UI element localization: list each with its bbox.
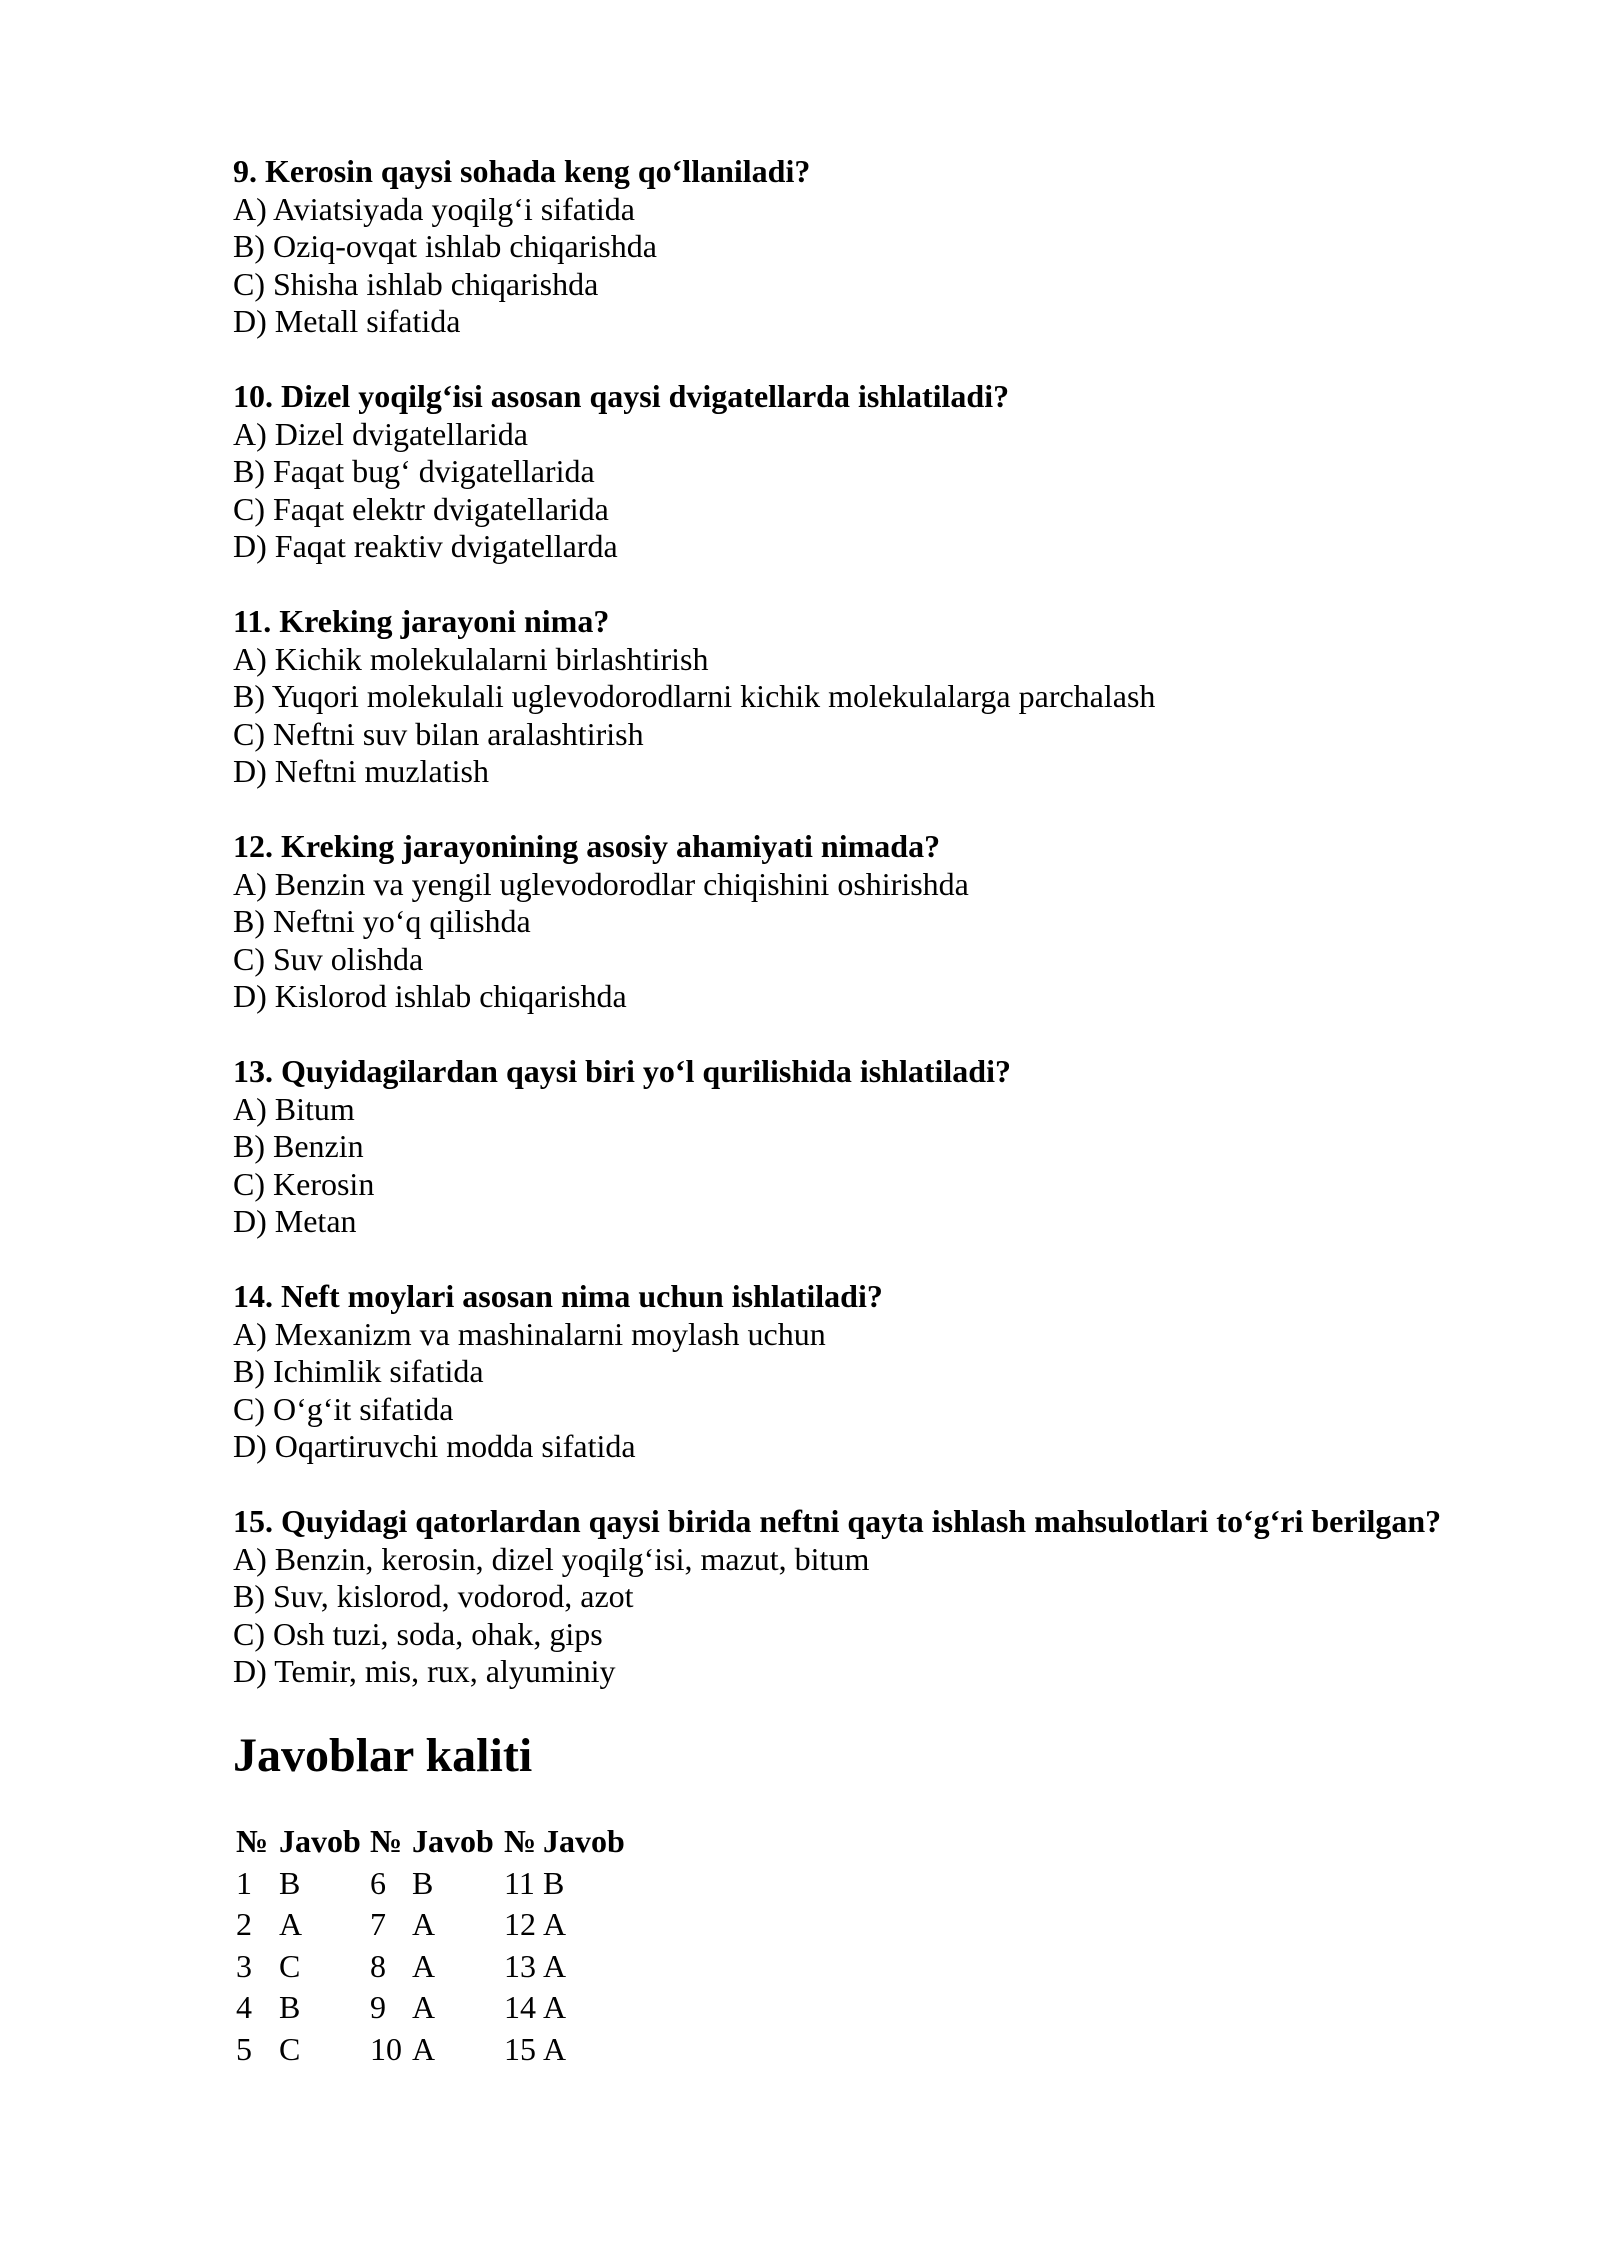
question-block-11 xyxy=(233,603,1600,791)
question-number-cell: 15 xyxy=(504,2030,536,2067)
option-d: D) Temir, mis, rux, alyuminiy xyxy=(233,1653,616,1689)
answer-header: Javob xyxy=(412,1823,494,1859)
option-b: B) Suv, kislorod, vodorod, azot xyxy=(233,1578,634,1614)
option-b: B) Yuqori molekulali uglevodorodlarni kichik molekulalarga parchalash xyxy=(233,678,1156,714)
table-row xyxy=(233,2029,631,2071)
answer-cell: B xyxy=(543,1864,565,1901)
answer-cell: A xyxy=(412,1947,436,1984)
question-number-cell: 5 xyxy=(236,2030,252,2067)
option-b: B) Neftni yo‘q qilishda xyxy=(233,903,531,939)
option-d: D) Faqat reaktiv dvigatellarda xyxy=(233,528,618,564)
option-b: B) Faqat bug‘ dvigatellarida xyxy=(233,453,595,489)
number-header: № xyxy=(370,1823,403,1859)
answer-cell: A xyxy=(543,1989,567,2025)
question-title: 11. Kreking jarayoni nima? xyxy=(233,603,610,639)
question-block-9 xyxy=(233,153,1600,341)
table-row xyxy=(233,1863,631,1905)
number-header: № xyxy=(504,1823,537,1859)
answer-cell: C xyxy=(279,1947,301,1984)
question-title: 12. Kreking jarayonining asosiy ahamiyati nimada? xyxy=(233,828,941,864)
question-block-15 xyxy=(233,1503,1600,1691)
option-b: B) Oziq-ovqat ishlab chiqarishda xyxy=(233,228,657,264)
answer-cell: B xyxy=(279,1989,301,2025)
option-a: A) Kichik molekulalarni birlashtirish xyxy=(233,640,709,677)
question-number-cell: 1 xyxy=(236,1864,252,1901)
answer-header: Javob xyxy=(279,1823,361,1859)
question-title: 15. Quyidagi qatorlardan qaysi birida neftni qayta ishlash mahsulotlari to‘g‘ri berilgan? xyxy=(233,1503,1442,1539)
question-number-cell: 9 xyxy=(370,1989,386,2025)
question-title: 14. Neft moylari asosan nima uchun ishlatiladi? xyxy=(233,1278,883,1314)
question-number-cell: 12 xyxy=(504,1906,536,1942)
question-number-cell: 3 xyxy=(236,1947,252,1984)
table-row xyxy=(233,1946,631,1988)
answer-cell: A xyxy=(412,1906,436,1942)
question-title: 13. Quyidagilardan qaysi biri yo‘l qurilishida ishlatiladi? xyxy=(233,1053,1011,1089)
option-b: B) Ichimlik sifatida xyxy=(233,1353,484,1389)
question-number-cell: 10 xyxy=(370,2030,402,2067)
option-c: C) Shisha ishlab chiqarishda xyxy=(233,265,599,302)
question-number-cell: 2 xyxy=(236,1906,252,1942)
option-c: C) Faqat elektr dvigatellarida xyxy=(233,490,609,527)
question-number-cell: 14 xyxy=(504,1989,536,2025)
question-block-12 xyxy=(233,828,1600,1016)
table-row xyxy=(233,1904,631,1946)
answer-cell: A xyxy=(412,1989,436,2025)
question-title: 10. Dizel yoqilg‘isi asosan qaysi dvigatellarda ishlatiladi? xyxy=(233,378,1010,414)
question-number-cell: 6 xyxy=(370,1864,386,1901)
option-c: C) Suv olishda xyxy=(233,940,424,977)
option-d: D) Oqartiruvchi modda sifatida xyxy=(233,1428,636,1464)
answer-cell: B xyxy=(412,1864,434,1901)
question-title: 9. Kerosin qaysi sohada keng qo‘llaniladi? xyxy=(233,153,811,189)
answer-key-table xyxy=(233,1821,631,2070)
answer-cell: C xyxy=(279,2030,301,2067)
question-number-cell: 4 xyxy=(236,1989,252,2025)
table-row xyxy=(233,1987,631,2029)
option-a: A) Benzin, kerosin, dizel yoqilg‘isi, mazut, bitum xyxy=(233,1540,870,1577)
table-header-row xyxy=(233,1821,631,1863)
option-c: C) Neftni suv bilan aralashtirish xyxy=(233,715,644,752)
answer-cell: A xyxy=(412,2030,436,2067)
option-a: A) Bitum xyxy=(233,1090,355,1127)
answer-cell: A xyxy=(543,1947,567,1984)
answer-cell: A xyxy=(279,1906,303,1942)
question-block-14 xyxy=(233,1278,1600,1466)
option-c: C) Osh tuzi, soda, ohak, gips xyxy=(233,1615,603,1652)
option-a: A) Benzin va yengil uglevodorodlar chiqishini oshirishda xyxy=(233,865,969,902)
option-d: D) Kislorod ishlab chiqarishda xyxy=(233,978,627,1014)
number-header: № xyxy=(236,1823,269,1859)
question-block-13 xyxy=(233,1053,1600,1241)
option-d: D) Neftni muzlatish xyxy=(233,753,489,789)
answer-cell: A xyxy=(543,1906,567,1942)
option-c: C) Kerosin xyxy=(233,1165,375,1202)
option-d: D) Metan xyxy=(233,1203,357,1239)
question-number-cell: 8 xyxy=(370,1947,386,1984)
option-a: A) Aviatsiyada yoqilg‘i sifatida xyxy=(233,190,635,227)
option-d: D) Metall sifatida xyxy=(233,303,461,339)
answer-key-heading: Javoblar kaliti xyxy=(233,1729,533,1782)
question-number-cell: 11 xyxy=(504,1864,535,1901)
question-number-cell: 7 xyxy=(370,1906,386,1942)
answer-cell: B xyxy=(279,1864,301,1901)
question-block-10 xyxy=(233,378,1600,566)
answer-header: Javob xyxy=(543,1823,625,1859)
question-number-cell: 13 xyxy=(504,1947,536,1984)
option-c: C) O‘g‘it sifatida xyxy=(233,1390,454,1427)
answer-cell: A xyxy=(543,2030,567,2067)
option-a: A) Mexanizm va mashinalarni moylash uchun xyxy=(233,1315,826,1352)
option-a: A) Dizel dvigatellarida xyxy=(233,415,528,452)
option-b: B) Benzin xyxy=(233,1128,364,1164)
